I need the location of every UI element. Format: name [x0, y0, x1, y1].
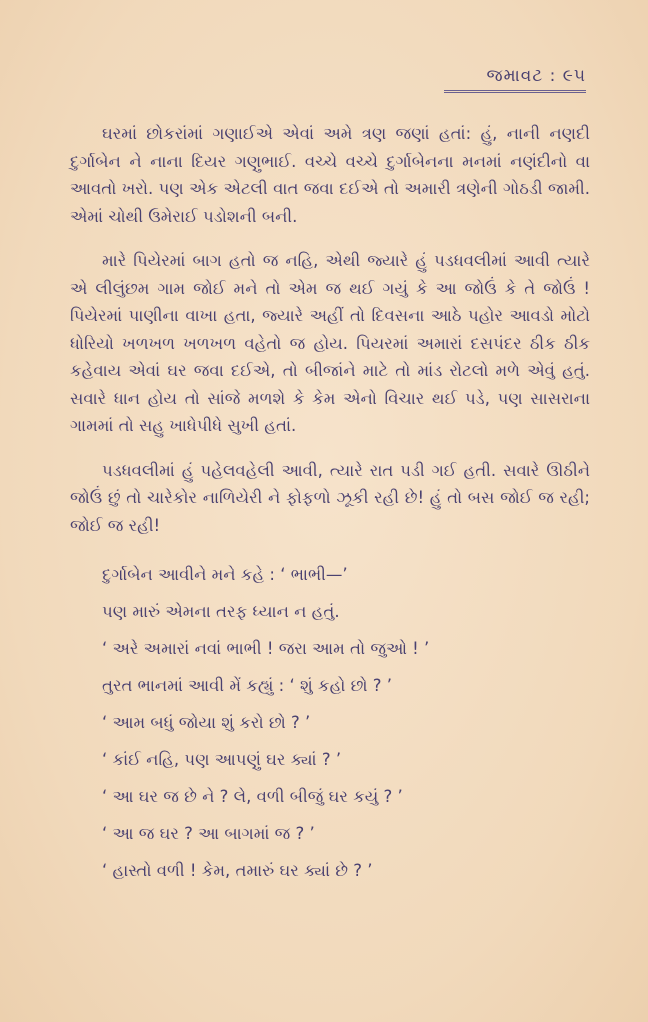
dialogue-line: ‘ આ ઘર જ છે ને ? લે, વળી બીજું ઘર કયું ? ’: [102, 787, 403, 806]
dialogue-line: ‘ આ જ ઘર ? આ બાગમાં જ ? ’: [102, 824, 315, 843]
dialogue-line: ‘ કાંઈ નહિ, પણ આપણું ઘર ક્યાં ? ’: [102, 750, 342, 769]
paragraph: પડધવલીમાં હું પહેલવહેલી આવી, ત્યારે રાત પડી ગઈ હતી. સવારે ઊઠીને જોઉં છું તો ચારેકોર નાળિયેરી ને ફોફળો ઝૂકી રહી છે! હું તો બસ જોઈ જ રહી; જોઈ જ રહી!: [70, 460, 590, 535]
dialogue-line: દુર્ગાબેન આવીને મને કહે : ‘ ભાભી—’: [102, 565, 348, 584]
paragraph: મારે પિયેરમાં બાગ હતો જ નહિ, એથી જ્યારે હું પડધવલીમાં આવી ત્યારે એ લીલુંછમ ગામ જોઈ મને તો એમ જ થઈ ગયું કે આ જોઉં કે તે જોઉં ! પિયેરમાં પાણીના વાખા હતા, જ્યારે અહીં તો દિવસના આઠે પહોર આવડો મોટો ધોરિયો ખળખળ ખળખળ વહેતો જ હોય. પિયરમાં અમારાં દસપંદર ઠીક ઠીક કહેવાય એવાં ઘર જવા દઈએ, તો બીજાંને માટે તો માંડ રોટલો મળે એવું હતું. સવારે ધાન હોય તો સાંજે મળશે કે કેમ એનો વિચાર થઈ પડે, પણ સાસરાના ગામમાં તો સહુ ખાધેપીધે સુખી હતાં.: [70, 251, 590, 435]
page-body: [70, 120, 590, 889]
dialogue-line: ‘ અરે અમારાં નવાં ભાભી ! જરા આમ તો જુઓ ! ’: [102, 639, 430, 658]
header-underline: [444, 90, 586, 93]
dialogue-line: ‘ હાસ્તો વળી ! કેમ, તમારું ઘર ક્યાં છે ? ’: [102, 861, 373, 880]
dialogue-line: તુરત ભાનમાં આવી મેં કહ્યું : ‘ શું કહો છો ? ’: [102, 676, 393, 695]
paragraph: ઘરમાં છોકરાંમાં ગણાઈએ એવાં અમે ત્રણ જણાં હતાં: હું, નાની નણદી દુર્ગાબેન ને નાના દિયર ગણુભાઈ. વચ્ચે વચ્ચે દુર્ગાબેનના મનમાં નણંદીનો વા આવતો ખરો. પણ એક એટલી વાત જવા દઈએ તો અમારી ત્રણેની ગોઠડી જામી. એમાં ચોથી ઉમેરાઈ પડોશની બની.: [70, 124, 590, 226]
dialogue-line: પણ મારું એમના તરફ ધ્યાન ન હતું.: [102, 602, 340, 621]
dialogue-line: ‘ આમ બધું જોયા શું કરો છો ? ’: [102, 713, 311, 732]
dialogue-block: [70, 556, 590, 889]
page-header: [444, 66, 586, 93]
running-title: જમાવટ : ૯૫: [486, 66, 586, 86]
